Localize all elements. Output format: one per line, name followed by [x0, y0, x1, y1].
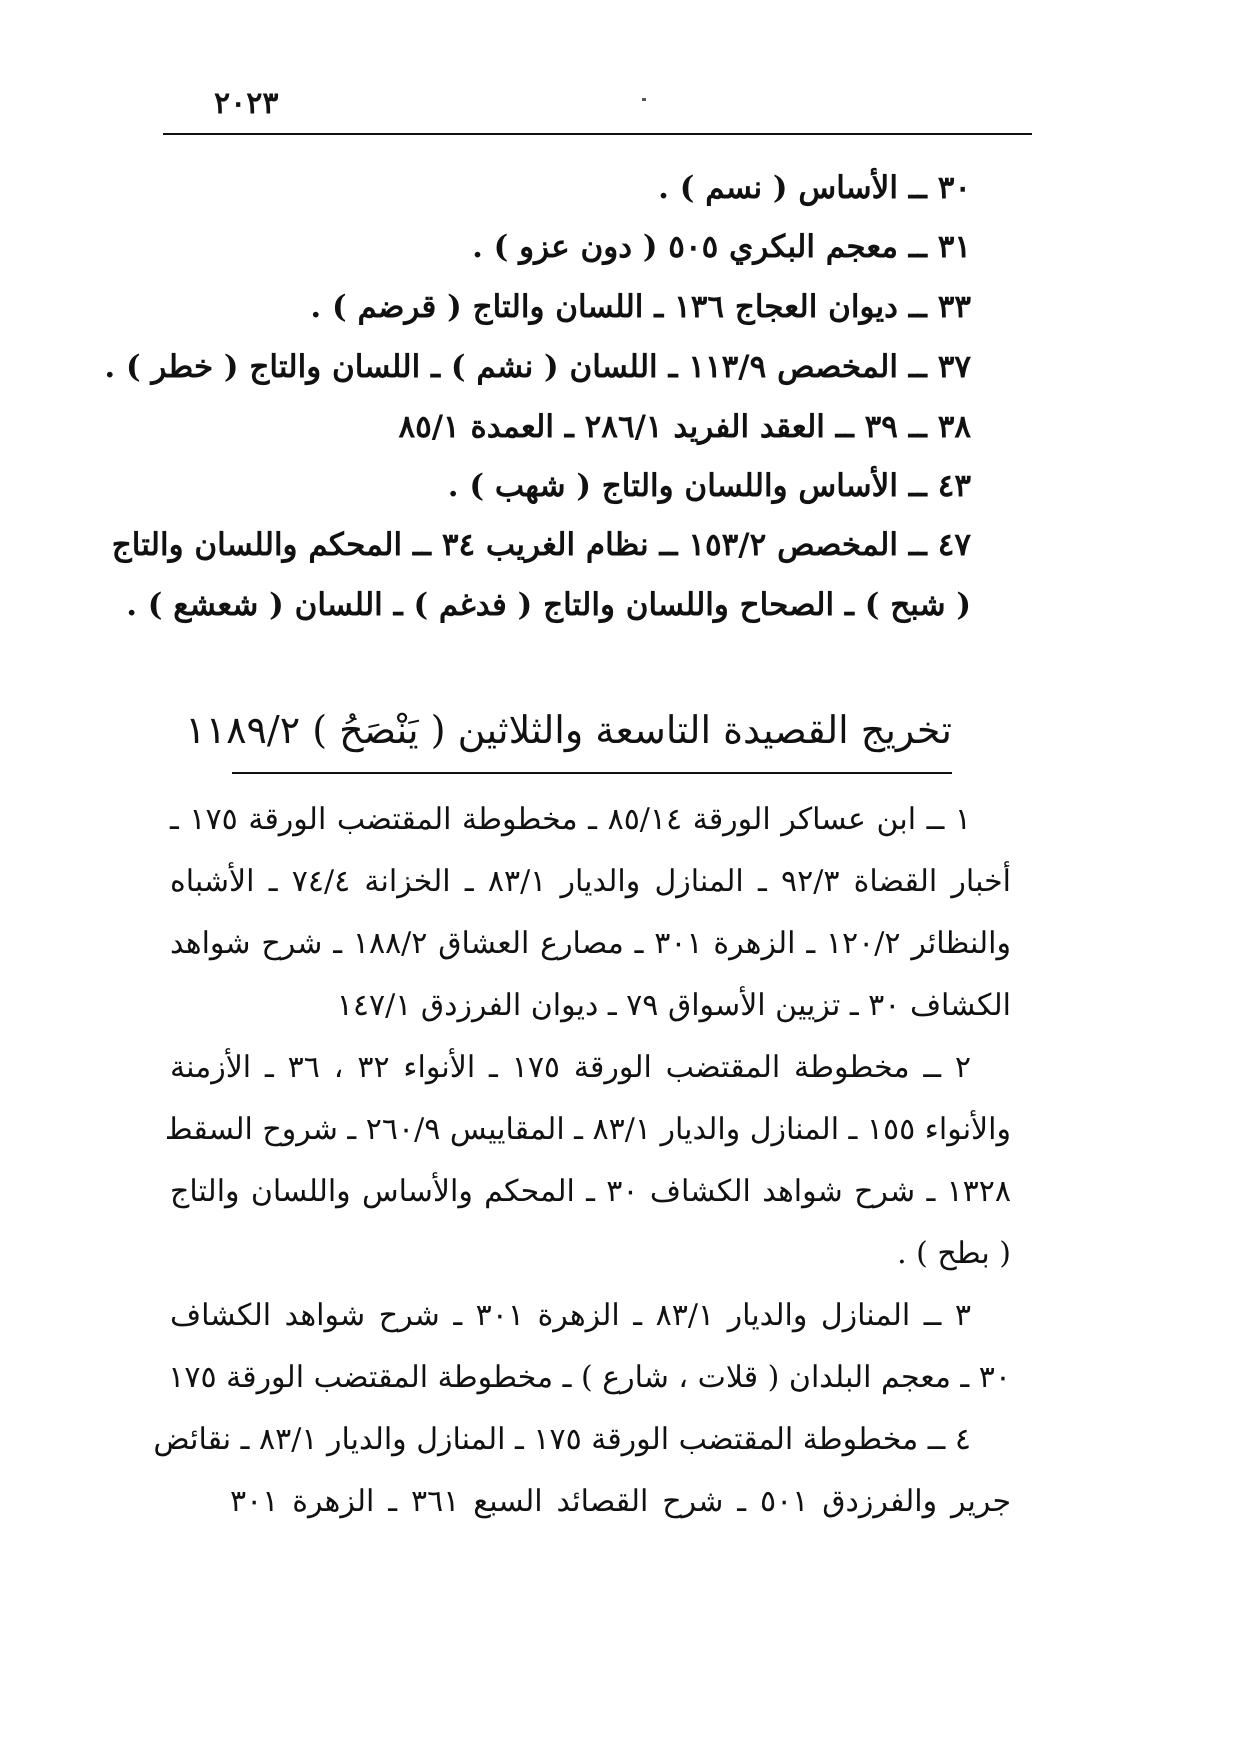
- page-number: ٢٠٢٣: [214, 86, 279, 121]
- header-dot: [642, 98, 646, 101]
- body-line: ٣٠ ـ معجم البلدان ( قلات ، شارع ) ـ مخطوطة المقتضب الورقة ١٧٥: [168, 1360, 1011, 1395]
- body-line: ٣ ــ المنازل والديار ٨٣/١ ـ الزهرة ٣٠١ ـ شرح شواهد الكشاف: [170, 1298, 971, 1333]
- note-line: ٣٣ ــ ديوان العجاج ١٣٦ ـ اللسان والتاج ( قرضم ) .: [310, 289, 971, 325]
- header-rule: [163, 133, 1032, 135]
- body-line: جرير والفرزدق ٥٠١ ـ شرح القصائد السبع ٣٦١ ـ الزهرة ٣٠١: [230, 1484, 1012, 1519]
- body-line: ٢ ــ مخطوطة المقتضب الورقة ١٧٥ ـ الأنواء ٣٢ ، ٣٦ ـ الأزمنة: [170, 1050, 972, 1085]
- note-line: ٣٨ ــ ٣٩ ــ العقد الفريد ٢٨٦/١ ـ العمدة ٨٥/١: [398, 409, 971, 445]
- section-title-rule: [232, 772, 952, 774]
- body-line: والنظائر ١٢٠/٢ ـ الزهرة ٣٠١ ـ مصارع العشاق ١٨٨/٢ ـ شرح شواهد: [170, 926, 1011, 961]
- body-line: أخبار القضاة ٩٢/٣ ـ المنازل والديار ٨٣/١ ـ الخزانة ٧٤/٤ ـ الأشباه: [170, 864, 1011, 899]
- body-line: ٤ ــ مخطوطة المقتضب الورقة ١٧٥ ـ المنازل والديار ٨٣/١ ـ نقائض: [153, 1422, 971, 1457]
- note-line: ( شبح ) ـ الصحاح واللسان والتاج ( فدغم ) ـ اللسان ( شعشع ) .: [126, 587, 971, 623]
- body-line: ( بطح ) .: [897, 1236, 1011, 1271]
- body-line: ١ ــ ابن عساكر الورقة ٨٥/١٤ ـ مخطوطة المقتضب الورقة ١٧٥ ـ: [170, 802, 971, 837]
- note-line: ٤٧ ــ المخصص ١٥٣/٢ ــ نظام الغريب ٣٤ ــ المحكم واللسان والتاج: [111, 527, 971, 563]
- body-line: الكشاف ٣٠ ـ تزيين الأسواق ٧٩ ـ ديوان الفرزدق ١٤٧/١: [336, 988, 1011, 1023]
- note-line: ٣٧ ــ المخصص ١١٣/٩ ـ اللسان ( نشم ) ـ اللسان والتاج ( خطر ) .: [104, 349, 971, 385]
- note-line: ٣١ ــ معجم البكري ٥٠٥ ( دون عزو ) .: [472, 229, 971, 265]
- body-line: ١٣٢٨ ـ شرح شواهد الكشاف ٣٠ ـ المحكم والأساس واللسان والتاج: [170, 1174, 1012, 1209]
- note-line: ٤٣ ــ الأساس واللسان والتاج ( شهب ) .: [447, 468, 971, 504]
- body-line: والأنواء ١٥٥ ـ المنازل والديار ٨٣/١ ـ المقاييس ٢٦٠/٩ ـ شروح السقط: [164, 1112, 1011, 1147]
- section-title: تخريج القصيدة التاسعة والثلاثين ( يَنْصَحُ ) ١١٨٩/٢: [185, 708, 952, 752]
- note-line: ٣٠ ــ الأساس ( نسم ) .: [658, 170, 971, 206]
